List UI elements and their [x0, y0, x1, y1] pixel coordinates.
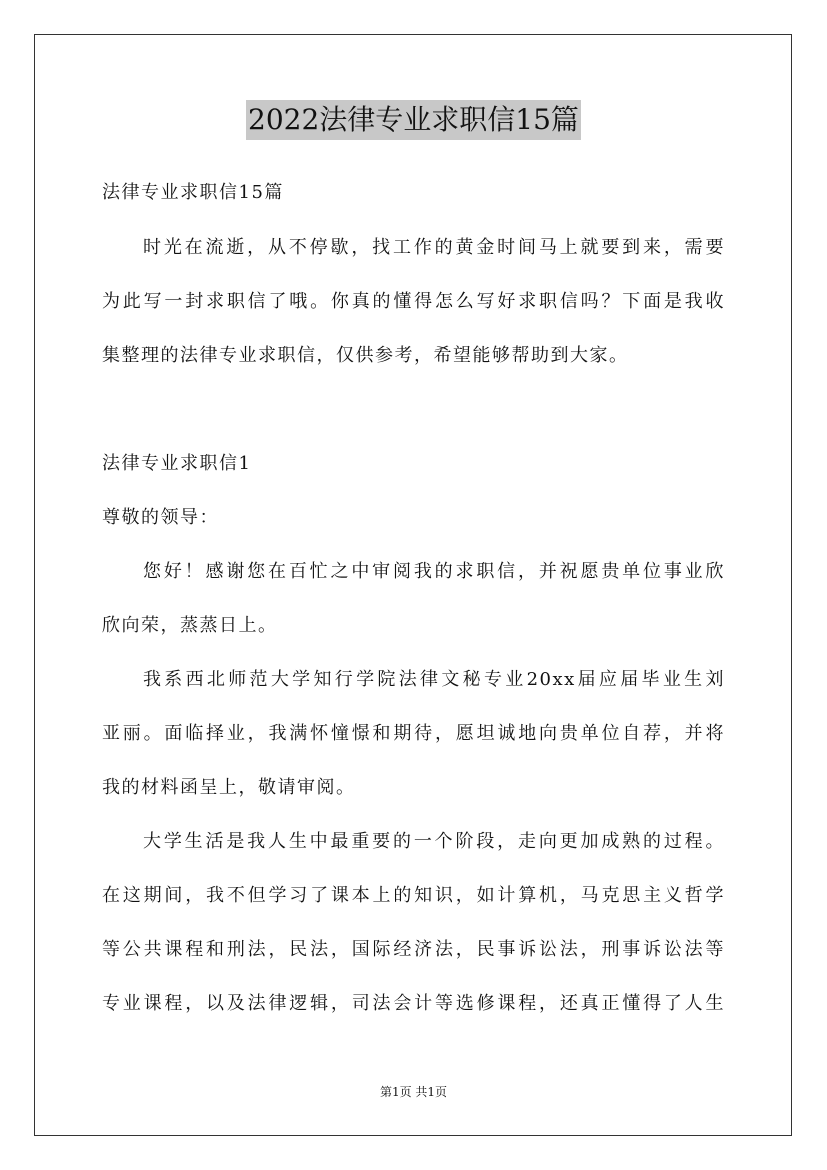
intro-line-1: 时光在流逝，从不停歇，找工作的黄金时间马上就要到来，需要 — [143, 237, 725, 258]
paragraph1-line-1: 您好！感谢您在百忙之中审阅我的求职信，并祝愿贵单位事业欣 — [143, 561, 725, 582]
page-footer: 第1页 共1页 — [379, 1085, 448, 1099]
intro-line-2: 为此写一封求职信了哦。你真的懂得怎么写好求职信吗？下面是我收 — [102, 291, 725, 312]
letter-heading: 法律专业求职信1 — [102, 453, 252, 474]
subtitle: 法律专业求职信15篇 — [102, 182, 284, 203]
intro-line-3: 集整理的法律专业求职信，仅供参考，希望能够帮助到大家。 — [102, 345, 629, 366]
paragraph2-line-2: 亚丽。面临择业，我满怀憧憬和期待，愿坦诚地向贵单位自荐，并将 — [102, 723, 725, 744]
paragraph3-line-4: 专业课程，以及法律逻辑，司法会计等选修课程，还真正懂得了人生 — [102, 993, 725, 1014]
document-title: 2022法律专业求职信15篇 — [246, 100, 581, 140]
paragraph3-line-1: 大学生活是我人生中最重要的一个阶段，走向更加成熟的过程。 — [143, 831, 725, 852]
paragraph3-line-2: 在这期间，我不但学习了课本上的知识，如计算机，马克思主义哲学 — [102, 885, 725, 906]
paragraph1-line-2: 欣向荣，蒸蒸日上。 — [102, 615, 278, 636]
paragraph3-line-3: 等公共课程和刑法，民法，国际经济法，民事诉讼法，刑事诉讼法等 — [102, 939, 725, 960]
paragraph2-line-1: 我系西北师范大学知行学院法律文秘专业20xx届应届毕业生刘 — [143, 669, 725, 690]
title-container — [0, 100, 827, 140]
paragraph2-line-3: 我的材料函呈上，敬请审阅。 — [102, 777, 356, 798]
salutation: 尊敬的领导： — [102, 507, 219, 528]
